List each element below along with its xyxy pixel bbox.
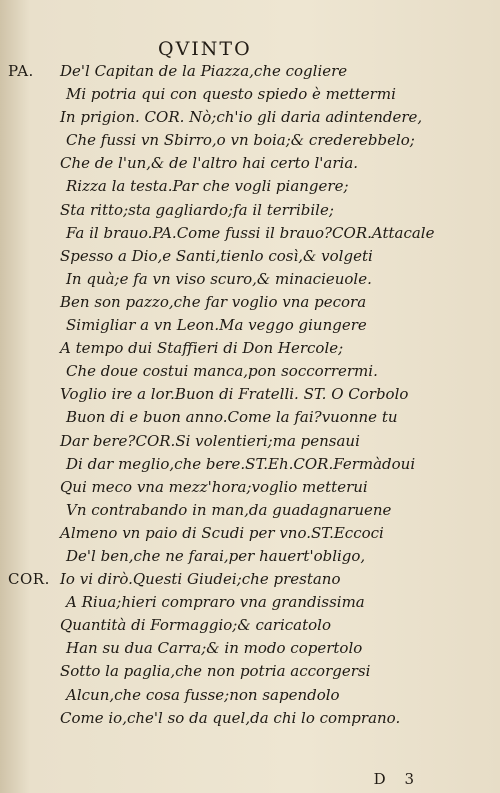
signature-mark: D — [373, 770, 386, 788]
verse-text: Ben son pazzo,che far voglio vna pecora — [60, 292, 367, 311]
verse-line — [8, 707, 496, 730]
verse-line — [8, 291, 496, 314]
verse-line — [8, 360, 496, 383]
verse-text: Sta ritto;sta gagliardo;fa il terribile; — [60, 200, 334, 219]
verse-text: Che de l'un,& de l'altro hai certo l'aria. — [60, 154, 359, 173]
verse-text: Voglio ire a lor.Buon di Fratelli. ST. O Corbolo — [60, 385, 409, 404]
verse-text: Rizza la testa.Par che vogli piangere; — [66, 177, 349, 196]
verse-text: A tempo dui Staffieri di Don Hercole; — [60, 339, 344, 358]
speaker-label: COR. — [8, 570, 50, 589]
verse-text: Simigliar a vn Leon.Ma veggo giungere — [66, 316, 367, 335]
verse-line — [8, 268, 496, 291]
verse-text: Han su dua Carra;& in modo copertolo — [66, 639, 363, 658]
verse-line — [8, 314, 496, 337]
verse-line — [8, 199, 496, 222]
verse-text: Quantità di Formaggio;& caricatolo — [60, 616, 331, 635]
verse-text: Almeno vn paio di Scudi per vno.ST.Eccoci — [60, 523, 384, 542]
verse-line — [8, 383, 496, 406]
verse-text: Che doue costui manca,pon soccorrermi. — [66, 362, 378, 381]
verse-block — [8, 60, 496, 730]
verse-text: Spesso a Dio,e Santi,tienlo così,& volgeti — [60, 246, 373, 265]
running-head: QVINTO — [158, 38, 252, 60]
verse-text: Qui meco vna mezz'hora;voglio metterui — [60, 477, 368, 496]
verse-line — [8, 337, 496, 360]
verse-line — [8, 522, 496, 545]
verse-text: De'l ben,che ne farai,per hauert'obligo, — [66, 546, 366, 565]
verse-line — [8, 499, 496, 522]
verse-text: Alcun,che cosa fusse;non sapendolo — [66, 685, 340, 704]
verse-line — [8, 152, 496, 175]
verse-text: Buon di e buon anno.Come la fai?vuonne tu — [66, 408, 398, 427]
verse-text: De'l Capitan de la Piazza,che cogliere — [60, 62, 348, 80]
page-footer — [374, 770, 414, 788]
verse-line — [8, 545, 496, 568]
signature-number: 3 — [404, 770, 414, 788]
verse-line — [8, 222, 496, 245]
verse-line — [8, 430, 496, 453]
verse-line — [8, 637, 496, 660]
verse-line — [8, 83, 496, 106]
verse-line — [8, 106, 496, 129]
verse-line — [8, 453, 496, 476]
verse-text: Di dar meglio,che bere.ST.Eh.COR.Fermàdoui — [66, 454, 416, 473]
verse-line — [8, 129, 496, 152]
verse-text: Come io,che'l so da quel,da chi lo comprano. — [60, 708, 401, 727]
verse-line — [8, 60, 496, 83]
verse-text: A Riua;hieri compraro vna grandissima — [66, 593, 365, 612]
verse-line — [8, 568, 496, 591]
verse-text: Che fussi vn Sbirro,o vn boia;& crederebbelo; — [66, 131, 415, 150]
verse-text: Io vi dirò.Questi Giudei;che prestano — [60, 570, 341, 589]
verse-line — [8, 591, 496, 614]
verse-line — [8, 660, 496, 683]
verse-text: Sotto la paglia,che non potria accorgersi — [60, 662, 371, 681]
verse-text: In prigion. COR. Nò;ch'io gli daria adintendere, — [60, 108, 423, 127]
verse-line — [8, 245, 496, 268]
speaker-label: PA. — [8, 62, 34, 80]
verse-text: Fa il brauo.PA.Come fussi il brauo?COR.Attacale — [66, 223, 435, 242]
verse-text: Mi potria qui con questo spiedo è mettermi — [66, 85, 396, 104]
verse-text: In quà;e fa vn viso scuro,& minacieuole. — [66, 269, 372, 288]
verse-line — [8, 406, 496, 429]
verse-line — [8, 684, 496, 707]
verse-line — [8, 175, 496, 198]
verse-line — [8, 476, 496, 499]
verse-line — [8, 614, 496, 637]
verse-text: Dar bere?COR.Si volentieri;ma pensaui — [60, 431, 360, 450]
verse-text: Vn contrabando in man,da guadagnaruene — [66, 500, 392, 519]
